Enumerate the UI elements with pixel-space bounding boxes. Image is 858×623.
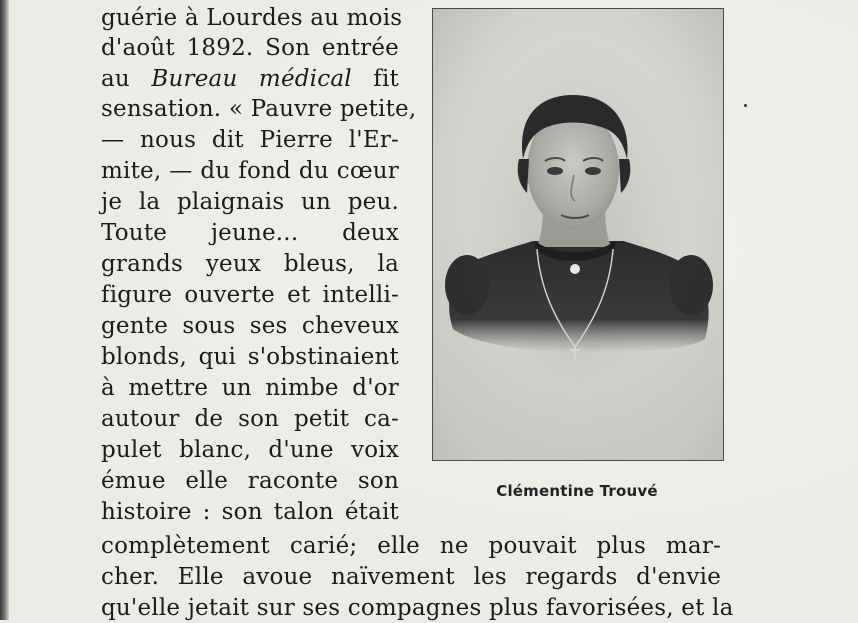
text-line: je la plaignais un peu. (101, 189, 399, 215)
bureau-medical-line: au Bureau médical fit (101, 66, 399, 92)
text-line: émue elle raconte son (101, 468, 399, 494)
text-line: gente sous ses cheveux (101, 313, 399, 339)
italic-phrase: Bureau médical (151, 66, 352, 92)
text-line: autour de son petit ca- (101, 406, 399, 432)
text-line: d'août 1892. Son entrée (101, 35, 399, 61)
text-line: sensation. « Pauvre petite, (101, 96, 417, 122)
text-line: pulet blanc, d'une voix (101, 437, 399, 463)
text-line: cher. Elle avoue naïvement les regards d'envie (101, 564, 721, 590)
text-line: histoire : son talon était (101, 499, 399, 525)
text-line: complètement carié; elle ne pouvait plus mar- (101, 533, 721, 559)
text-line: — nous dit Pierre l'Er- (101, 127, 399, 153)
portrait-illustration (433, 9, 723, 460)
text-line: figure ouverte et intelli- (101, 282, 399, 308)
text-line: grands yeux bleus, la (101, 251, 399, 277)
text-line (101, 64, 399, 94)
paper-speck (744, 104, 747, 107)
text-line: à mettre un nimbe d'or (101, 375, 399, 401)
figure-caption: Clémentine Trouvé (496, 482, 658, 500)
text-line: guérie à Lourdes au mois (101, 5, 403, 31)
text-line: mite, — du fond du cœur (101, 158, 399, 184)
page-edge (0, 0, 9, 620)
text-line: qu'elle jetait sur ses compagnes plus favorisées, et la (101, 595, 734, 621)
portrait-photo (432, 8, 724, 461)
text-line: blonds, qui s'obstinaient (101, 344, 399, 370)
text-line: Toute jeune... deux (101, 220, 399, 246)
